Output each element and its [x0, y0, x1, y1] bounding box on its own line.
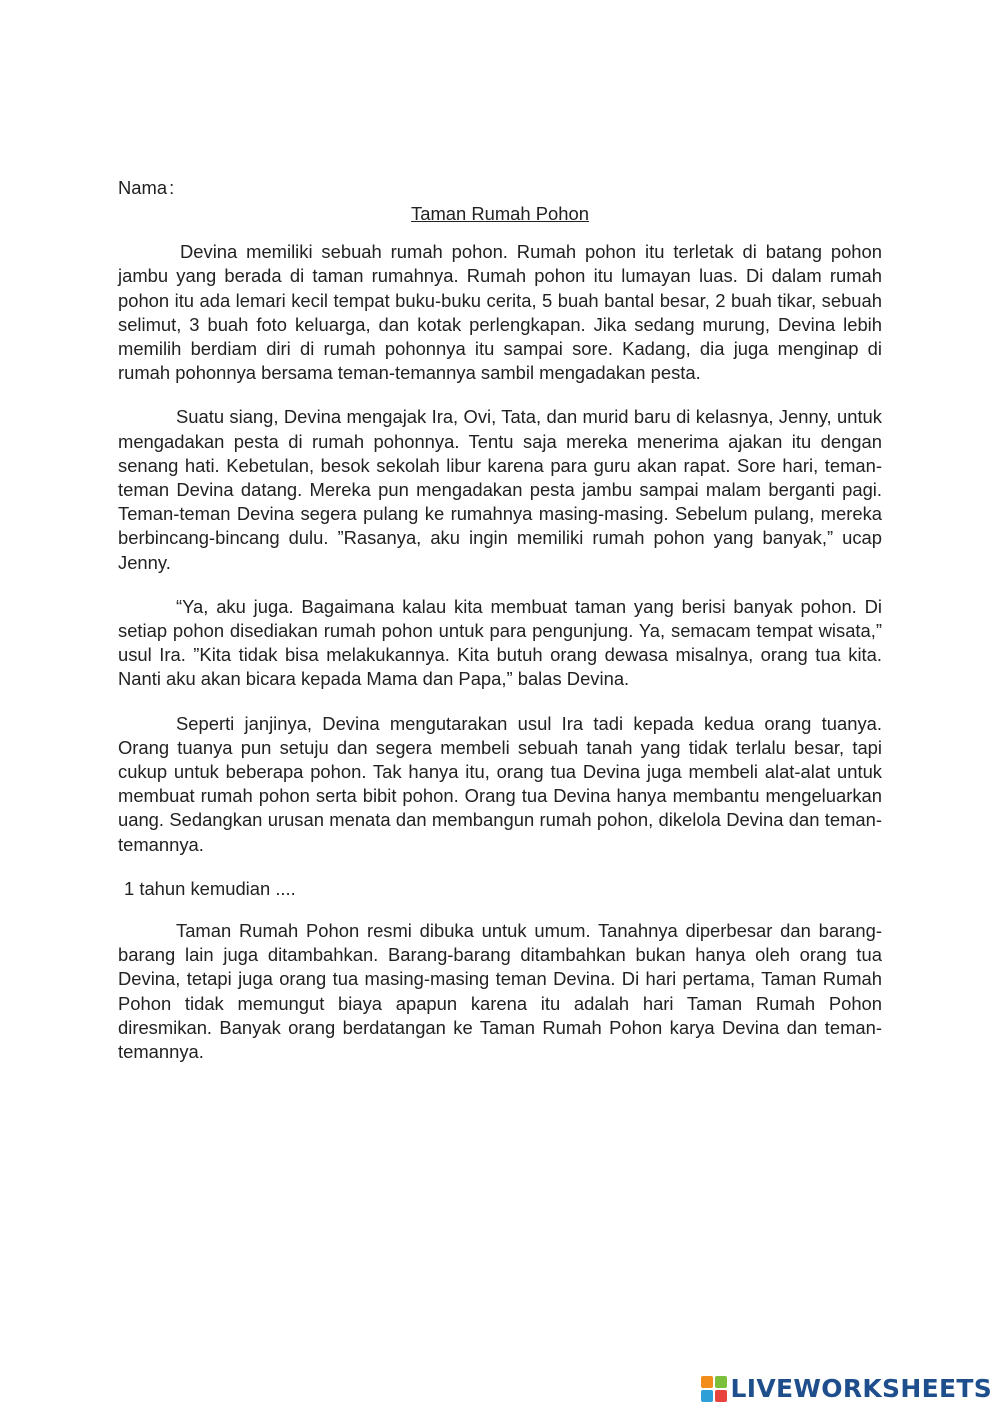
- paragraph-3: “Ya, aku juga. Bagaimana kalau kita membuat taman yang berisi banyak pohon. Di setiap pohon disediakan rumah pohon untuk para pengunjung. Ya, semacam tempat wisata,” usul Ira. ”Kita tidak bisa melakukannya. Kita butuh orang dewasa misalnya, orang tua kita. Nanti aku akan bicara kepada Mama dan Papa,” balas Devina.: [118, 595, 882, 690]
- liveworksheets-brand: [701, 1374, 992, 1403]
- liveworksheets-logo-icon: [701, 1376, 727, 1402]
- name-label: Nama: [118, 177, 168, 198]
- time-skip-line: 1 tahun kemudian ....: [124, 877, 296, 899]
- name-field: [118, 176, 882, 202]
- paragraph-2: Suatu siang, Devina mengajak Ira, Ovi, Tata, dan murid baru di kelasnya, Jenny, untuk mengadakan pesta di rumah pohonnya. Tentu saja mereka menerima ajakan itu dengan senang hati. Kebetulan, besok sekolah libur karena para guru akan rapat. Sore hari, teman-teman Devina datang. Mereka pun mengadakan pesta jambu sampai malam berganti pagi. Teman-teman Devina segera pulang ke rumahnya masing-masing. Sebelum pulang, mereka berbincang-bincang dulu. ”Rasanya, aku ingin memiliki rumah pohon yang banyak,” ucap Jenny.: [118, 406, 882, 573]
- worksheet-page: [118, 176, 882, 1084]
- paragraph-4: Seperti janjinya, Devina mengutarakan usul Ira tadi kepada kedua orang tuanya. Orang tuanya pun setuju dan segera membeli sebuah tanah yang tidak terlalu besar, tapi cukup untuk beberapa pohon. Tak hanya itu, orang tua Devina juga membeli alat-alat untuk membuat rumah pohon serta bibit pohon. Orang tua Devina hanya membantu mengeluarkan uang. Sedangkan urusan menata dan membangun rumah pohon, dikelola Devina dan teman-temannya.: [118, 712, 882, 855]
- logo-tile-orange: [701, 1376, 713, 1388]
- paragraph-5: Taman Rumah Pohon resmi dibuka untuk umum. Tanahnya diperbesar dan barang-barang lain juga ditambahkan. Barang-barang ditambahkan bukan hanya oleh orang tua Devina, tetapi juga orang tua masing-masing teman Devina. Di hari pertama, Taman Rumah Pohon tidak memungut biaya apapun karena itu adalah hari Taman Rumah Pohon diresmikan. Banyak orang berdatangan ke Taman Rumah Pohon karya Devina dan teman-temannya.: [118, 920, 882, 1063]
- paragraph-1: Devina memiliki sebuah rumah pohon. Rumah pohon itu terletak di batang pohon jambu yang berada di taman rumahnya. Rumah pohon itu lumayan luas. Di dalam rumah pohon itu ada lemari kecil tempat buku-buku cerita, 5 buah bantal besar, 2 buah tikar, sebuah selimut, 3 buah foto keluarga, dan kotak perlengkapan. Jika sedang murung, Devina lebih memilih berdiam diri di rumah pohonnya itu sampai sore. Kadang, dia juga menginap di rumah pohonnya bersama teman-temannya sambil mengadakan pesta.: [118, 241, 882, 384]
- logo-tile-green: [715, 1376, 727, 1388]
- story-title: Taman Rumah Pohon: [411, 203, 589, 224]
- name-colon: :: [169, 177, 175, 198]
- logo-tile-red: [715, 1390, 727, 1402]
- liveworksheets-wordmark: LIVEWORKSHEETS: [730, 1374, 992, 1403]
- logo-tile-blue: [701, 1390, 713, 1402]
